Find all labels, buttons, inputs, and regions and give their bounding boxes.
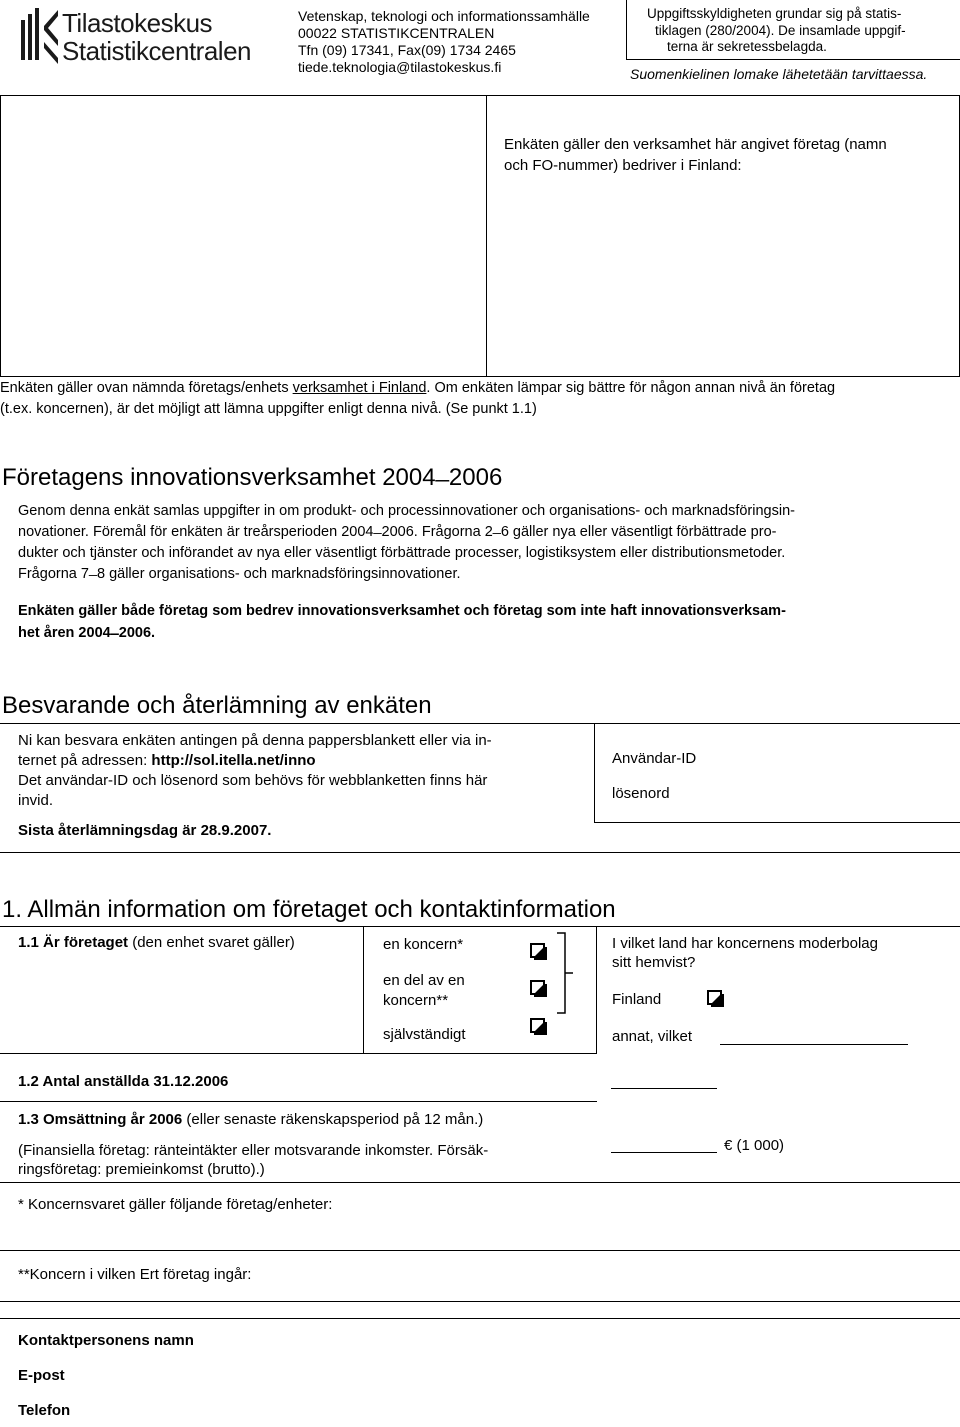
response-text <box>18 731 492 811</box>
contact-name-label: Kontaktpersonens namn <box>18 1332 194 1349</box>
logo-line2: Statistikcentralen <box>62 36 251 66</box>
option-part-checkbox[interactable] <box>530 980 548 998</box>
q12-label: 1.2 Antal anställda 31.12.2006 <box>18 1073 229 1090</box>
notice-line: terna är sekretessbelagda. <box>667 39 827 54</box>
parent-country-line: I vilket land har koncernens moderbolag <box>612 935 878 952</box>
option-independent-checkbox[interactable] <box>530 1018 548 1036</box>
option-concern-label: en koncern* <box>383 936 464 953</box>
option-independent-label: självständigt <box>383 1026 466 1043</box>
intro-line: Genom denna enkät samlas uppgifter in om produkt- och processinnovationer och organisations- och marknadsföringsin- <box>18 503 795 519</box>
option-part-label <box>383 971 465 1011</box>
option-part-line: koncern** <box>383 992 449 1009</box>
user-id-label: Användar-ID <box>612 750 697 767</box>
option-concern-checkbox[interactable] <box>530 943 548 961</box>
q13-rest: (eller senaste räkenskapsperiod på 12 mån.) <box>182 1111 484 1128</box>
address-line: Vetenskap, teknologi och informationssamhälle <box>298 8 590 24</box>
intro-bold-line: het åren 2004 ̶ 2006. <box>18 625 156 641</box>
q12-rule <box>0 1101 597 1102</box>
finnish-form-note: Suomenkielinen lomake lähetetään tarvittaessa. <box>630 66 928 82</box>
employees-field[interactable] <box>611 1088 717 1089</box>
bracket-icon <box>555 932 575 1014</box>
address-email: tiede.teknologia@tilastokeskus.fi <box>298 59 502 75</box>
country-finland-label: Finland <box>612 991 662 1008</box>
response-line: ternet på adressen: <box>18 752 152 769</box>
q11-rest: (den enhet svaret gäller) <box>128 934 295 951</box>
credentials-box <box>594 723 960 823</box>
logo <box>18 6 280 68</box>
intro-title: Företagens innovationsverksamhet 2004 ̶ 2006 <box>2 464 503 491</box>
intro-text <box>18 501 795 585</box>
response-line: invid. <box>18 792 54 809</box>
group-note-rule <box>0 1250 960 1251</box>
notice-line: Uppgiftsskyldigheten grundar sig på statis- <box>647 6 902 21</box>
q13-bottom-rule <box>0 1182 960 1183</box>
email-label: E-post <box>18 1367 65 1384</box>
q13-bold: 1.3 Omsättning år 2006 <box>18 1111 183 1128</box>
q11-label <box>18 934 295 951</box>
scope-text: Enkäten gäller ovan nämnda företags/enhets <box>0 380 293 396</box>
deadline: Sista återlämningsdag är 28.9.2007. <box>18 822 272 839</box>
q13-note-line: ringsföretag: premieinkomst (brutto).) <box>18 1161 265 1178</box>
q13-label <box>18 1111 483 1128</box>
notice-line: tiklagen (280/2004). De insamlade uppgif- <box>655 22 906 38</box>
section1-title: 1. Allmän information om företaget och kontaktinformation <box>2 896 616 923</box>
logo-line1: Tilastokeskus <box>62 8 213 38</box>
company-note-line: Enkäten gäller den verksamhet här angivet företag (namn <box>504 136 887 153</box>
q11-bottom-rule <box>0 1053 597 1054</box>
option-part-line: en del av en <box>383 972 465 989</box>
intro-line: novationer. Föremål för enkäten är treårsperioden 2004 ̶ 2006. Frågorna 2 ̶ 6 gäller nya eller väsentligt förbättrade pro- <box>18 524 777 540</box>
q13-note-line: (Finansiella företag: ränteintäkter eller motsvarande inkomster. Försäk- <box>18 1142 489 1159</box>
intro-line: dukter och tjänster och införandet av nya eller väsentligt förbättrade processer, logistiksystem eller distributionsmetoder. <box>18 545 786 561</box>
intro-emphasis <box>18 600 786 644</box>
intro-line: Frågorna 7 ̶ 8 gäller organisations- och marknadsföringsinnovationer. <box>18 566 461 582</box>
company-note-line: och FO-nummer) bedriver i Finland: <box>504 157 742 174</box>
password-label: lösenord <box>612 785 670 802</box>
phone-label: Telefon <box>18 1402 71 1419</box>
response-url[interactable]: http://sol.itella.net/inno <box>151 752 316 769</box>
company-box-note <box>504 134 887 176</box>
country-other-field[interactable] <box>720 1044 908 1045</box>
q11-number: 1.1 Är företaget <box>18 934 129 951</box>
parent-country-question <box>612 934 878 972</box>
confidentiality-text <box>647 6 906 56</box>
logo-mark-icon <box>18 6 60 68</box>
group-note2: **Koncern i vilken Ert företag ingår: <box>18 1266 252 1283</box>
turnover-field[interactable] <box>611 1152 717 1153</box>
response-title: Besvarande och återlämning av enkäten <box>2 692 432 719</box>
address-line: Tfn (09) 17341, Fax(09) 1734 2465 <box>298 42 516 58</box>
q13-note <box>18 1141 488 1179</box>
country-finland-checkbox[interactable] <box>707 990 725 1008</box>
group-note: * Koncernsvaret gäller följande företag/enheter: <box>18 1196 333 1213</box>
address-line: 00022 STATISTIKCENTRALEN <box>298 25 495 41</box>
currency-label: € (1 000) <box>724 1137 785 1154</box>
company-box-divider <box>486 95 487 377</box>
scope-note <box>0 378 835 420</box>
scope-text: . Om enkäten lämpar sig bättre för någon annan nivå än företag <box>426 380 836 396</box>
scope-underlined: verksamhet i Finland <box>292 380 427 396</box>
response-line: Ni kan besvara enkäten antingen på denna pappersblankett eller via in- <box>18 732 492 749</box>
parent-country-line: sitt hemvist? <box>612 954 696 971</box>
country-other-label: annat, vilket <box>612 1028 693 1045</box>
scope-line2: (t.ex. koncernen), är det möjligt att lämna uppgifter enligt denna nivå. (Se punkt 1.1) <box>0 401 537 417</box>
intro-bold-line: Enkäten gäller både företag som bedrev innovationsverksamhet och företag som inte haft innovationsverksam- <box>18 603 786 619</box>
group-note2-rule <box>0 1301 960 1302</box>
response-line: Det användar-ID och lösenord som behövs för webblanketten finns här <box>18 772 488 789</box>
sender-address <box>298 8 590 76</box>
